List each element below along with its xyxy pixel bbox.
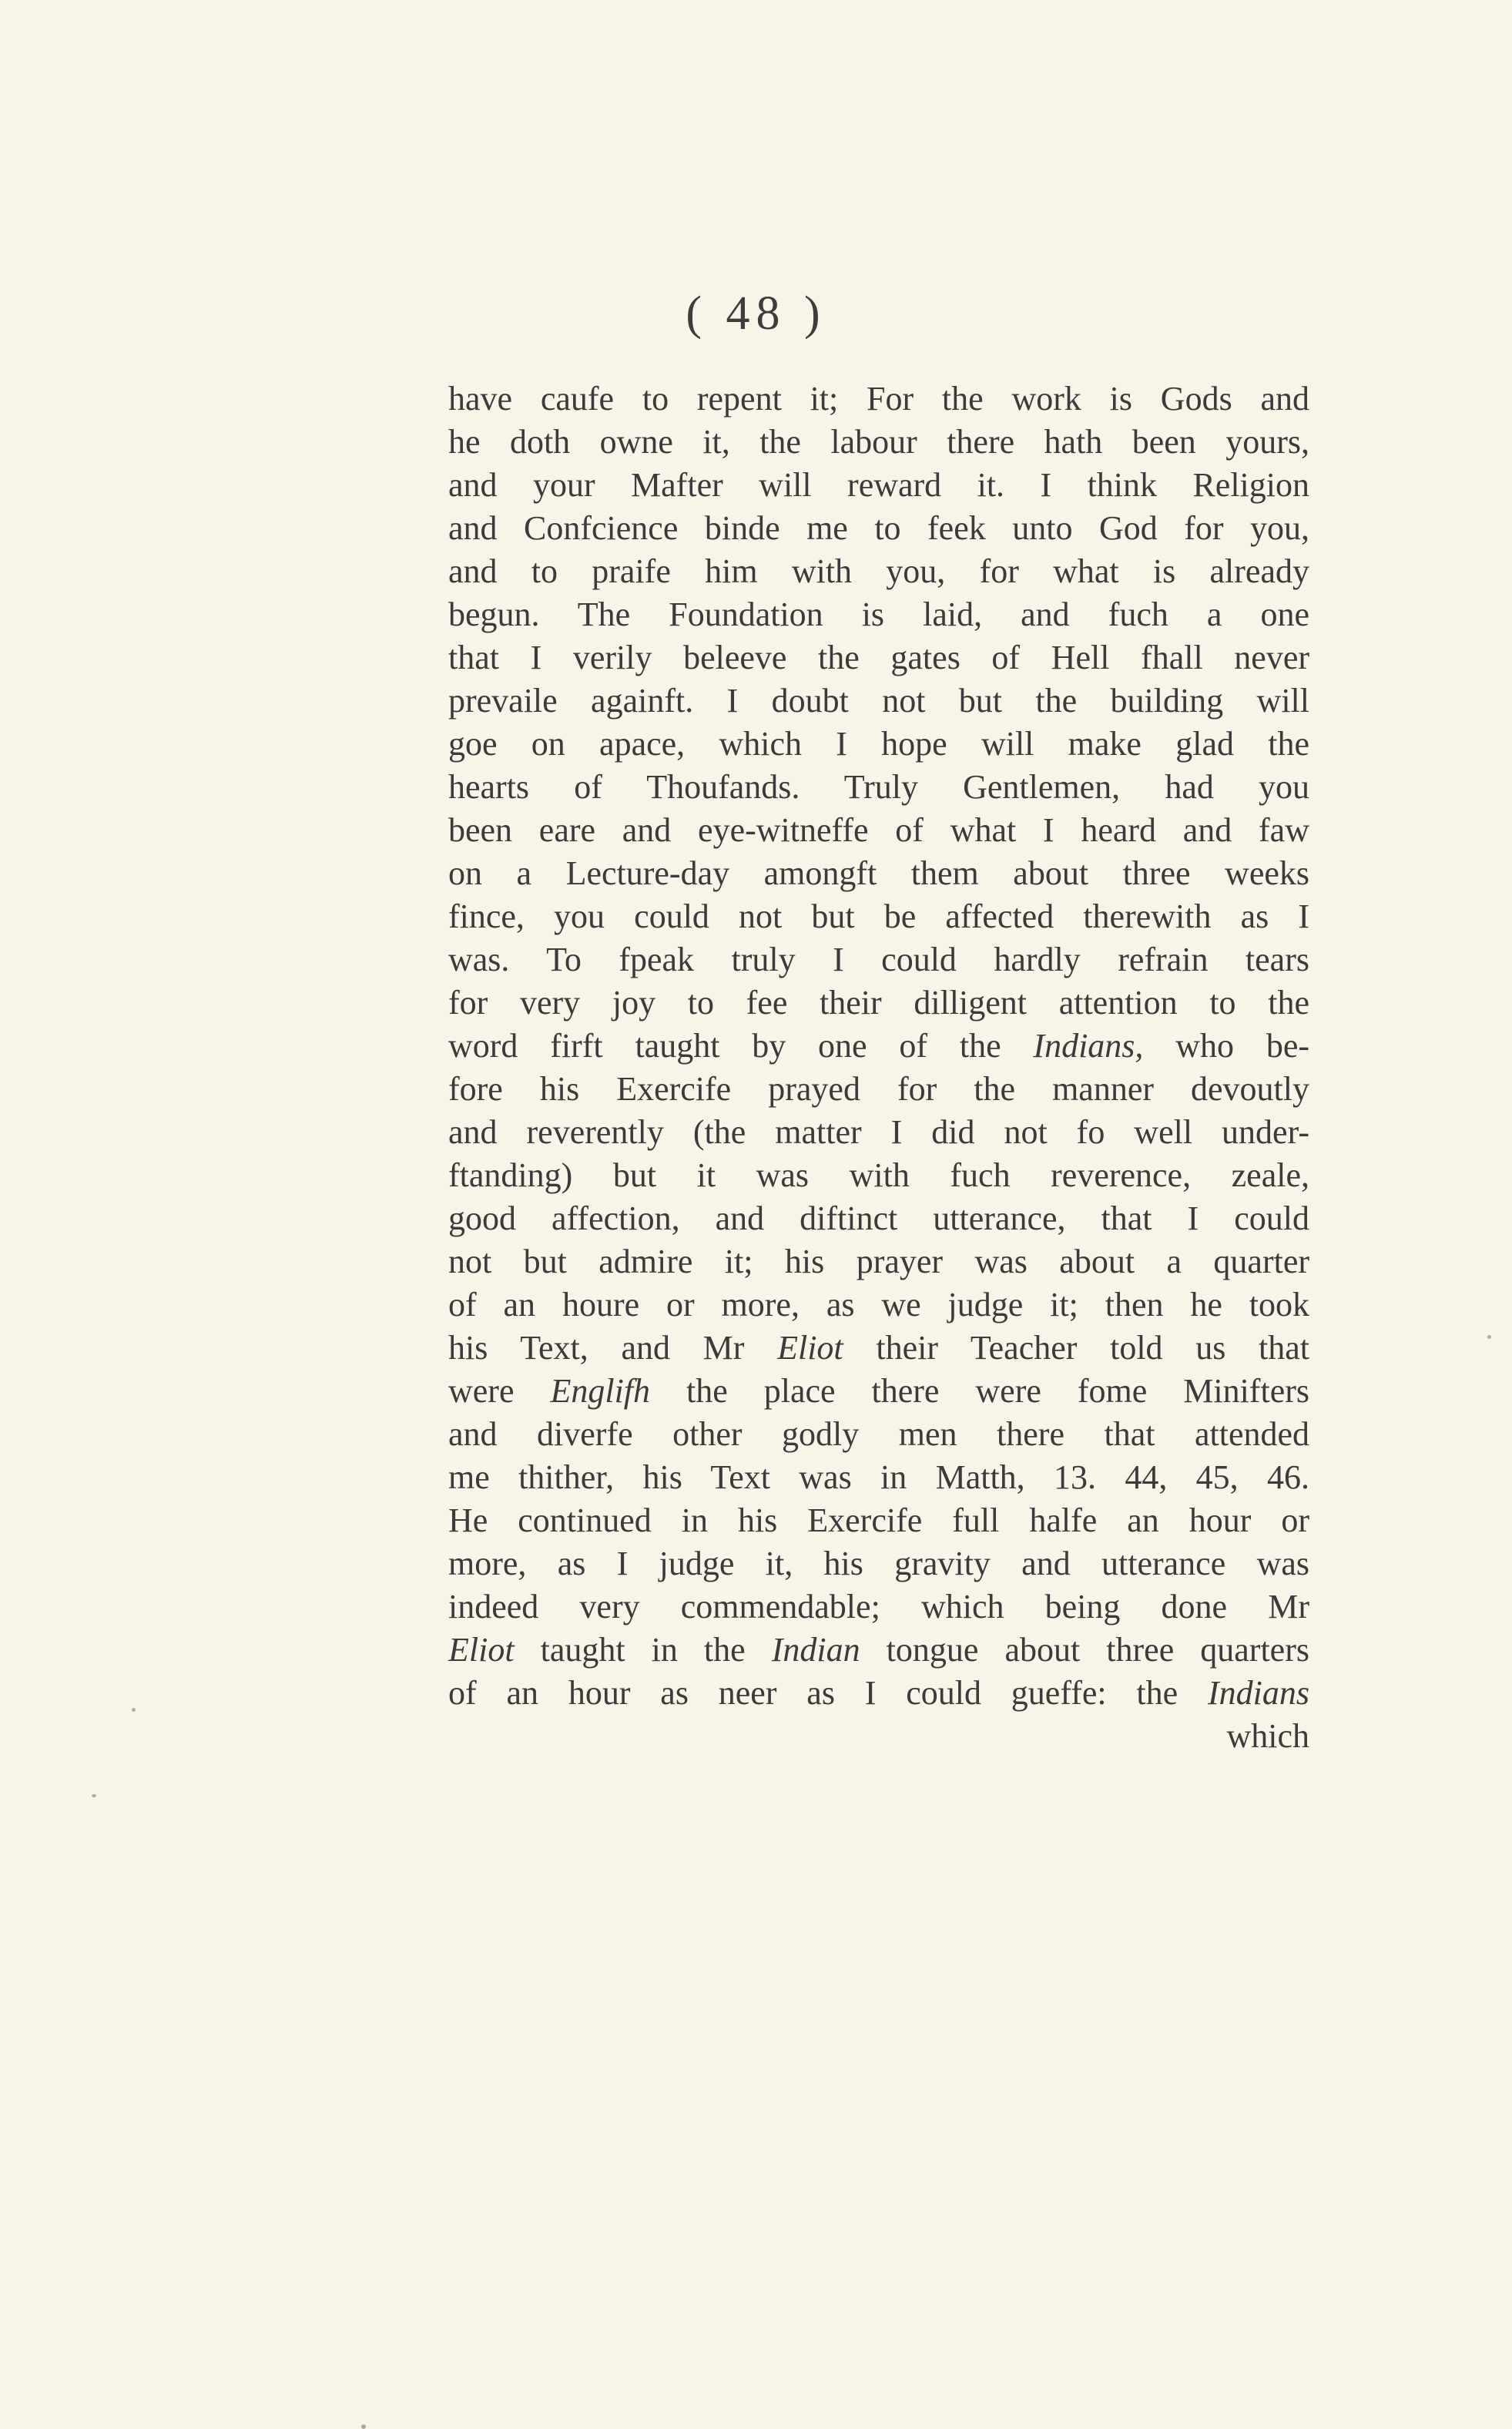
text-segment: and Confcience binde me to feek unto God for you, [448,509,1309,547]
text-segment: and reverently (the matter I did not fo well under- [448,1113,1309,1151]
text-segment: begun. The Foundation is laid, and fuch a one [448,596,1309,633]
italic-text: Eliot [777,1329,843,1367]
text-segment: not but admire it; his prayer was about a quarter [448,1243,1309,1280]
text-line [448,1413,1309,1456]
paper-speck [132,1708,136,1712]
text-segment: prevaile againft. I doubt not but the building will [448,682,1309,720]
text-segment: He continued in his Exercife full halfe an hour or [448,1501,1309,1539]
text-line [448,938,1309,981]
text-line [448,723,1309,766]
text-segment: that I verily beleeve the gates of Hell fhall never [448,639,1309,676]
text-line [448,593,1309,636]
text-segment: word firft taught by one of the [448,1027,1034,1065]
italic-text: Eliot [448,1631,515,1669]
text-segment: was. To fpeak truly I could hardly refrain tears [448,941,1309,978]
text-segment: the place there were fome Minifters [650,1372,1309,1410]
text-line [448,1370,1309,1413]
paper-speck [1487,1335,1491,1339]
text-segment: more, as I judge it, his gravity and utterance was [448,1545,1309,1582]
text-line [448,895,1309,938]
text-segment: his Text, and Mr [448,1329,778,1367]
text-line [448,1025,1309,1068]
page-number: ( 48 ) [686,287,826,340]
text-line [448,1154,1309,1197]
text-segment: who be- [1143,1027,1309,1065]
text-segment: their Teacher told us that [843,1329,1309,1367]
text-line [448,1327,1309,1370]
paper-speck [361,2424,366,2429]
text-line [448,766,1309,809]
text-segment: on a Lecture-day amongft them about three weeks [448,854,1309,892]
text-line [448,1068,1309,1111]
body-text [448,377,1309,1758]
text-segment: taught in the [514,1631,772,1669]
text-line [448,636,1309,679]
text-line [448,1456,1309,1499]
italic-text: Indian [771,1631,860,1669]
text-line [448,1197,1309,1240]
text-line [448,1542,1309,1585]
text-segment: and diverfe other godly men there that attended [448,1415,1309,1453]
text-segment: me thither, his Text was in Matth, 13. 44, 45, 46. [448,1458,1309,1496]
text-segment: which [1226,1717,1309,1755]
text-segment: of an hour as neer as I could gueffe: the [448,1674,1208,1712]
text-line [448,1585,1309,1629]
text-segment: have caufe to repent it; For the work is Gods and [448,380,1309,418]
text-segment: tongue about three quarters [860,1631,1309,1669]
text-segment: and your Mafter will reward it. I think Religion [448,466,1309,504]
text-segment: fore his Exercife prayed for the manner devoutly [448,1070,1309,1108]
text-line [448,421,1309,464]
text-segment: fince, you could not but be affected therewith as I [448,897,1309,935]
text-segment: been eare and eye-witneffe of what I heard and faw [448,811,1309,849]
text-line [448,679,1309,723]
text-line [448,1629,1309,1672]
text-line [448,507,1309,550]
text-line [448,1715,1309,1758]
text-line [448,852,1309,895]
text-line [448,1240,1309,1283]
text-segment: hearts of Thoufands. Truly Gentlemen, had you [448,768,1309,806]
paper-speck [92,1794,96,1797]
text-segment: for very joy to fee their dilligent attention to the [448,984,1309,1022]
text-segment: indeed very commendable; which being done Mr [448,1588,1309,1625]
text-line [448,1111,1309,1154]
text-line [448,550,1309,593]
text-line [448,981,1309,1025]
text-segment: goe on apace, which I hope will make glad the [448,725,1309,763]
italic-text: Indians [1208,1674,1309,1712]
text-segment: were [448,1372,551,1410]
text-line [448,1499,1309,1542]
text-segment: good affection, and diftinct utterance, that I could [448,1199,1309,1237]
text-line [448,809,1309,852]
italic-text: Indians, [1033,1027,1144,1065]
text-line [448,377,1309,421]
text-segment: ftanding) but it was with fuch reverence, zeale, [448,1156,1309,1194]
text-line [448,1672,1309,1715]
text-segment: of an houre or more, as we judge it; then he took [448,1286,1309,1324]
text-line [448,1283,1309,1327]
text-segment: and to praife him with you, for what is already [448,552,1309,590]
text-segment: he doth owne it, the labour there hath been yours, [448,423,1309,461]
text-line [448,464,1309,507]
italic-text: Englifh [550,1372,651,1410]
